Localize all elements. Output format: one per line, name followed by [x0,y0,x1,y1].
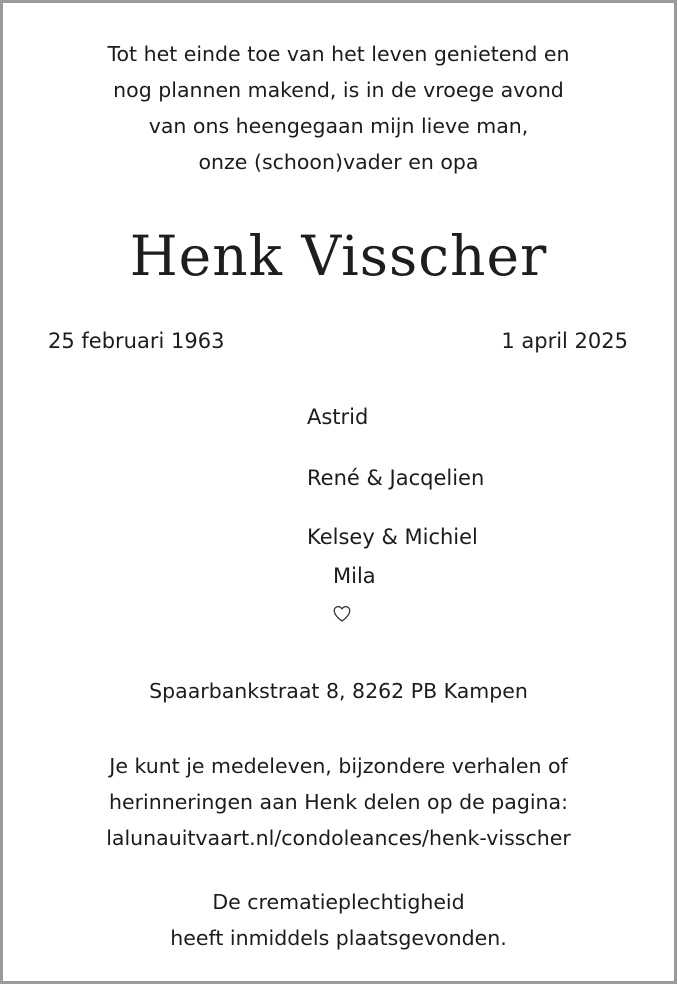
death-date: 1 april 2025 [501,329,628,353]
intro-line: van ons heengegaan mijn lieve man, [148,114,529,138]
family-child-1: René & Jacqelien [307,466,485,490]
condolence-url: lalunauitvaart.nl/condoleances/henk-visscher [106,826,571,850]
address-line: Spaarbankstraat 8, 8262 PB Kampen [149,679,528,703]
family-child-2: Kelsey & Michiel [307,525,478,549]
intro-line: nog plannen makend, is in de vroege avond [113,78,564,102]
deceased-name: Henk Visscher [129,224,548,288]
intro-line: Tot het einde toe van het leven genietend en [107,42,570,66]
ceremony-text [3,884,674,956]
family-grandchild: Mila [333,564,376,588]
condolence-text [3,748,674,856]
condolence-line: Je kunt je medeleven, bijzondere verhalen of [109,754,568,778]
ceremony-line: heeft inmiddels plaatsgevonden. [170,926,507,950]
birth-date: 25 februari 1963 [48,329,225,353]
intro-line: onze (schoon)vader en opa [198,150,479,174]
family-spouse: Astrid [307,405,369,429]
condolence-line: herinneringen aan Henk delen op de pagina: [108,790,569,814]
address [3,673,674,709]
heart-outline-icon [332,604,352,624]
ceremony-line: De crematieplechtigheid [212,890,465,914]
intro-text [3,36,674,180]
